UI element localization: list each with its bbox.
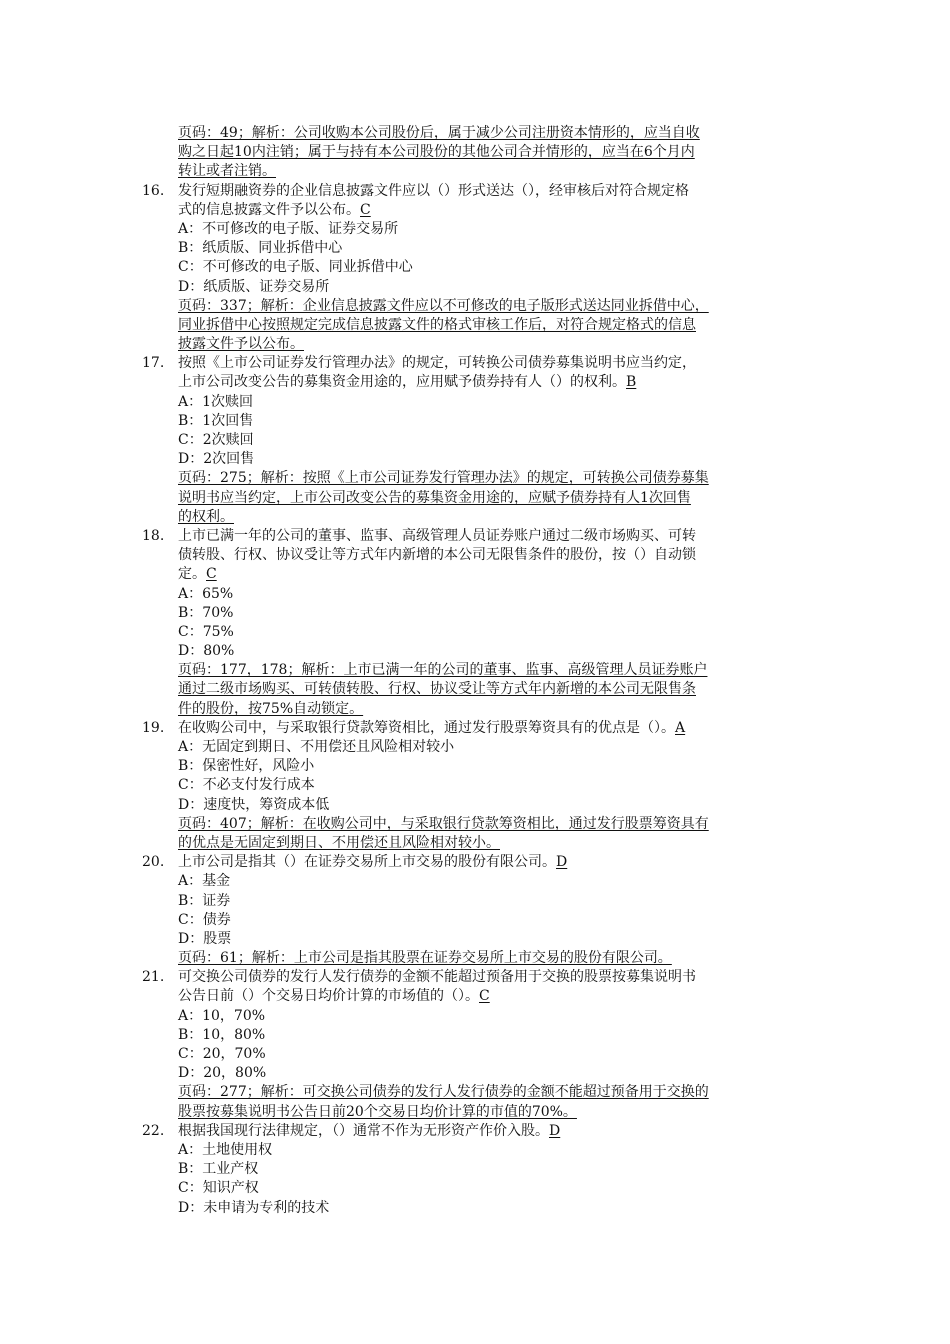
option-item: D：未申请为专利的技术 <box>178 1199 330 1216</box>
option-item: C：不必支付发行成本 <box>178 777 315 794</box>
answer-key: C <box>206 566 217 583</box>
question-stem-line <box>140 527 810 546</box>
question-stem-line <box>140 201 810 220</box>
option-item: D：2次回售 <box>178 451 255 468</box>
question-stem-text: 公告日前（）个交易日均价计算的市场值的（）。 <box>178 988 479 1005</box>
explanation-line: 页码：61；解析：上市公司是指其股票在证券交易所上市交易的股份有限公司。 <box>178 950 672 967</box>
option-item: D：速度快，筹资成本低 <box>178 796 330 813</box>
option-item: C：75% <box>178 623 234 640</box>
question-stem-line <box>140 968 810 987</box>
question-stem-line <box>140 373 810 392</box>
option-item: C：不可修改的电子版、同业拆借中心 <box>178 259 413 276</box>
explanation-line: 同业拆借中心按照规定完成信息披露文件的格式审核工作后，对符合规定格式的信息 <box>178 316 696 333</box>
question-stem-text: 根据我国现行法律规定，（）通常不作为无形资产作价入股。 <box>178 1122 549 1139</box>
option-item: A：无固定到期日、不用偿还且风险相对较小 <box>178 739 455 755</box>
explanation-line: 说明书应当约定，上市公司改变公告的募集资金用途的，应赋予债券持有人1次回售 <box>178 489 691 506</box>
question-stem-line <box>140 719 810 738</box>
answer-key: C <box>479 988 490 1005</box>
explanation-line: 通过二级市场购买、可转债转股、行权、协议受让等方式年内新增的本公司无限售条 <box>178 681 696 698</box>
explanation-line: 的权利。 <box>178 508 234 525</box>
question-stem-text: 上市已满一年的公司的董事、监事、高级管理人员证券账户通过二级市场购买、可转 <box>178 527 696 544</box>
option-item: B：纸质版、同业拆借中心 <box>178 240 343 257</box>
option-item: A：65% <box>178 585 234 602</box>
explanation-line: 股票按募集说明书公告日前20个交易日均价计算的市值的70%。 <box>178 1103 577 1120</box>
question-stem-line <box>140 987 810 1006</box>
option-item: D：20，80% <box>178 1065 267 1082</box>
option-item: B：70% <box>178 604 234 621</box>
option-item: C：20，70% <box>178 1046 266 1062</box>
option-item: C：知识产权 <box>178 1180 259 1197</box>
option-item: D：纸质版、证券交易所 <box>178 278 330 295</box>
question-number: 21. <box>142 969 165 986</box>
question-number: 18. <box>142 527 165 544</box>
question-stem-text: 发行短期融资券的企业信息披露文件应以（）形式送达（），经审核后对符合规定格 <box>178 182 689 199</box>
explanation-line: 页码：49；解析：公司收购本公司股份后，属于减少公司注册资本情形的，应当自收 <box>178 125 700 141</box>
option-item: B：10，80% <box>178 1026 266 1043</box>
option-item: B：工业产权 <box>178 1161 259 1178</box>
question-number: 22. <box>142 1122 165 1139</box>
question-16 <box>140 182 810 355</box>
option-item: C：债券 <box>178 911 231 928</box>
question-list <box>140 124 810 1218</box>
option-item: D：股票 <box>178 930 232 947</box>
question-22 <box>140 1122 810 1218</box>
question-19 <box>140 719 810 853</box>
answer-key: C <box>360 201 371 218</box>
explanation-line: 页码：407；解析：在收购公司中，与采取银行贷款筹资相比，通过发行股票筹资具有 <box>178 815 709 832</box>
question-stem-text: 债转股、行权、协议受让等方式年内新增的本公司无限售条件的股份，按（）自动锁 <box>178 547 696 564</box>
option-item: A：土地使用权 <box>178 1141 273 1158</box>
question-stem-text: 上市公司改变公告的募集资金用途的，应用赋予债券持有人（）的权利。 <box>178 374 626 391</box>
option-item: B：证券 <box>178 892 231 909</box>
option-item: A：10，70% <box>178 1007 266 1024</box>
question-20 <box>140 853 810 968</box>
question-stem-line <box>140 182 810 201</box>
explanation-line: 件的股份，按75%自动锁定。 <box>178 700 364 717</box>
question-stem-line <box>140 853 810 872</box>
question-stem-text: 按照《上市公司证券发行管理办法》的规定，可转换公司债券募集说明书应当约定， <box>178 355 696 372</box>
question-number: 17. <box>142 355 165 372</box>
answer-key: A <box>675 719 686 736</box>
explanation-line: 披露文件予以公布。 <box>178 336 304 353</box>
answer-key: D <box>556 854 568 871</box>
question-stem-line <box>140 565 810 584</box>
question-stem-text: 式的信息披露文件予以公布。 <box>178 201 360 218</box>
option-item: B：保密性好，风险小 <box>178 758 315 775</box>
option-item: A：1次赎回 <box>178 393 254 410</box>
question-stem-text: 上市公司是指其（）在证券交易所上市交易的股份有限公司。 <box>178 854 556 871</box>
question-stem-line <box>140 546 810 565</box>
option-item: A：基金 <box>178 873 231 890</box>
explanation-line: 的优点是无固定到期日、不用偿还且风险相对较小。 <box>178 834 500 851</box>
question-number: 20. <box>142 854 165 871</box>
option-item: C：2次赎回 <box>178 432 254 448</box>
question-17 <box>140 354 810 527</box>
answer-key: B <box>626 374 637 391</box>
question-stem-text: 定。 <box>178 566 206 583</box>
question-18 <box>140 527 810 719</box>
question-stem-text: 在收购公司中，与采取银行贷款筹资相比，通过发行股票筹资具有的优点是（）。 <box>178 719 675 736</box>
question-21 <box>140 968 810 1122</box>
explanation-line: 页码：337；解析：企业信息披露文件应以不可修改的电子版形式送达同业拆借中心， <box>178 297 709 314</box>
explanation-line: 购之日起10内注销；属于与持有本公司股份的其他公司合并情形的，应当在6个月内 <box>178 144 695 161</box>
explanation-line: 页码：275；解析：按照《上市公司证券发行管理办法》的规定，可转换公司债券募集 <box>178 470 709 487</box>
answer-key: D <box>549 1122 561 1139</box>
question-number: 19. <box>142 719 165 736</box>
explanation-line: 转让或者注销。 <box>178 163 276 180</box>
question-stem-line <box>140 1122 810 1141</box>
question-stem-line <box>140 354 810 373</box>
explanation-line: 页码：277；解析：可交换公司债券的发行人发行债券的金额不能超过预备用于交换的 <box>178 1084 709 1101</box>
option-item: D：80% <box>178 643 235 660</box>
question-stem-text: 可交换公司债券的发行人发行债券的金额不能超过预备用于交换的股票按募集说明书 <box>178 969 696 986</box>
option-item: A：不可修改的电子版、证券交易所 <box>178 220 399 237</box>
intro-explanation <box>140 124 810 182</box>
question-number: 16. <box>142 182 165 199</box>
option-item: B：1次回售 <box>178 412 254 429</box>
explanation-line: 页码：177，178；解析：上市已满一年的公司的董事、监事、高级管理人员证券账户 <box>178 662 708 679</box>
